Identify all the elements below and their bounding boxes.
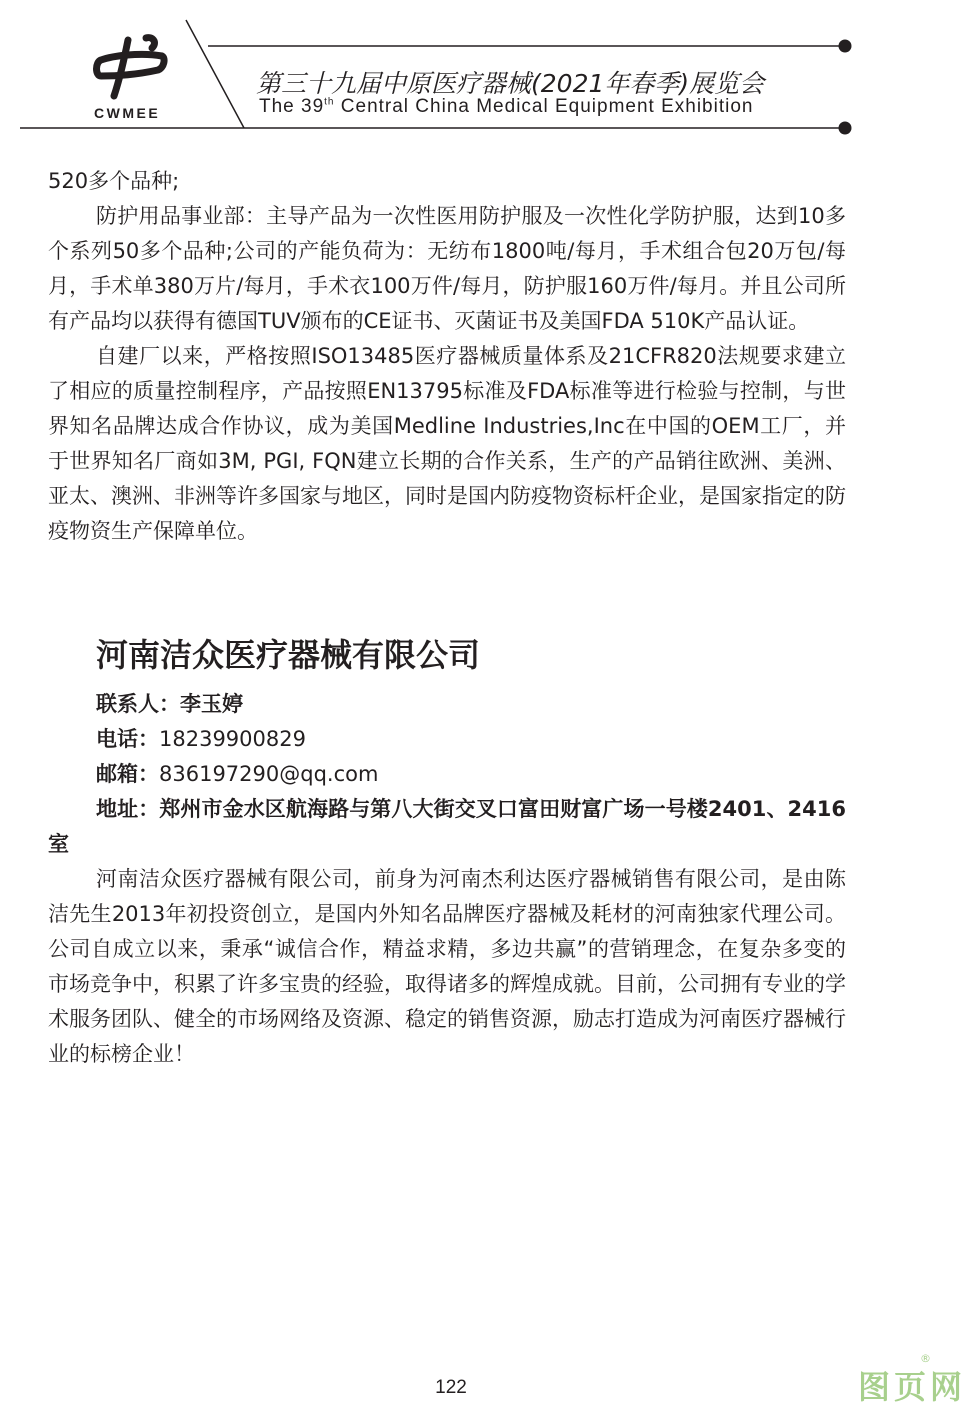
phone-label: 电话：	[96, 727, 159, 751]
header-title-cn: 第三十九届中原医疗器械(2021年春季)展览会	[256, 69, 765, 98]
page-content	[48, 164, 846, 1072]
header-title-en-prefix: The 39	[259, 96, 325, 117]
intro-paragraph-2: 防护用品事业部：主导产品为一次性医用防护服及一次性化学防护服，达到10多个系列50多个品种;公司的产能负荷为：无纺布1800吨/每月，手术组合包20万包/每月，手术单380万片/每月，手术衣100万件/每月，防护服160万件/每月。并且公司所有产品均以获得有德国TUV颁布的CE证书、灭菌证书及美国FDA 510K产品认证。	[48, 204, 846, 333]
company-description: 河南洁众医疗器械有限公司，前身为河南杰利达医疗器械销售有限公司，是由陈洁先生2013年初投资创立，是国内外知名品牌医疗器械及耗材的河南独家代理公司。公司自成立以来，秉承“诚信合作，精益求精，多边共赢”的营销理念，在复杂多变的市场竞争中，积累了许多宝贵的经验，取得诸多的辉煌成就。目前，公司拥有专业的学术服务团队、健全的市场网络及资源、稳定的销售资源，励志打造成为河南医疗器械行业的标榜企业！	[48, 867, 846, 1066]
address-line	[48, 792, 846, 862]
page-header	[0, 0, 980, 140]
company-title: 河南洁众医疗器械有限公司	[96, 636, 481, 674]
phone-value: 18239900829	[159, 727, 306, 751]
header-title-en	[259, 96, 753, 118]
page-number: 122	[435, 1377, 467, 1398]
watermark-registered-mark: ®	[920, 1352, 931, 1365]
email-label: 邮箱：	[96, 762, 159, 786]
header-title-en-sup: th	[324, 96, 335, 108]
contact-label: 联系人：	[96, 692, 180, 716]
intro-paragraph-3: 自建厂以来，严格按照ISO13485医疗器械质量体系及21CFR820法规要求建立了相应的质量控制程序，产品按照EN13795标准及FDA标准等进行检验与控制，与世界知名品牌达成合作协议，成为美国Medline Industries,Inc在中国的OEM工厂，并于世界知名厂商如3M, PGI, FQN建立长期的合作关系，生产的产品销往欧洲、美洲、亚太、澳洲、非洲等许多国家与地区，同时是国内防疫物资标杆企业，是国家指定的防疫物资生产保障单位。	[48, 344, 846, 543]
email-value: 836197290@qq.com	[159, 762, 379, 786]
intro-paragraph-1: 520多个品种;	[48, 169, 180, 193]
logo-text: CWMEE	[94, 105, 161, 121]
address-label: 地址：	[96, 797, 160, 821]
header-title-en-suffix: Central China Medical Equipment Exhibition	[334, 96, 754, 117]
contact-value: 李玉婷	[180, 692, 243, 716]
cwmee-logo-icon	[97, 38, 165, 96]
watermark: 图页网	[858, 1368, 967, 1406]
phone-line	[48, 722, 846, 757]
email-line	[48, 757, 846, 792]
contact-person-line	[48, 687, 846, 722]
address-value: 郑州市金水区航海路与第八大街交叉口富田财富广场一号楼2401、2416室	[48, 797, 846, 856]
